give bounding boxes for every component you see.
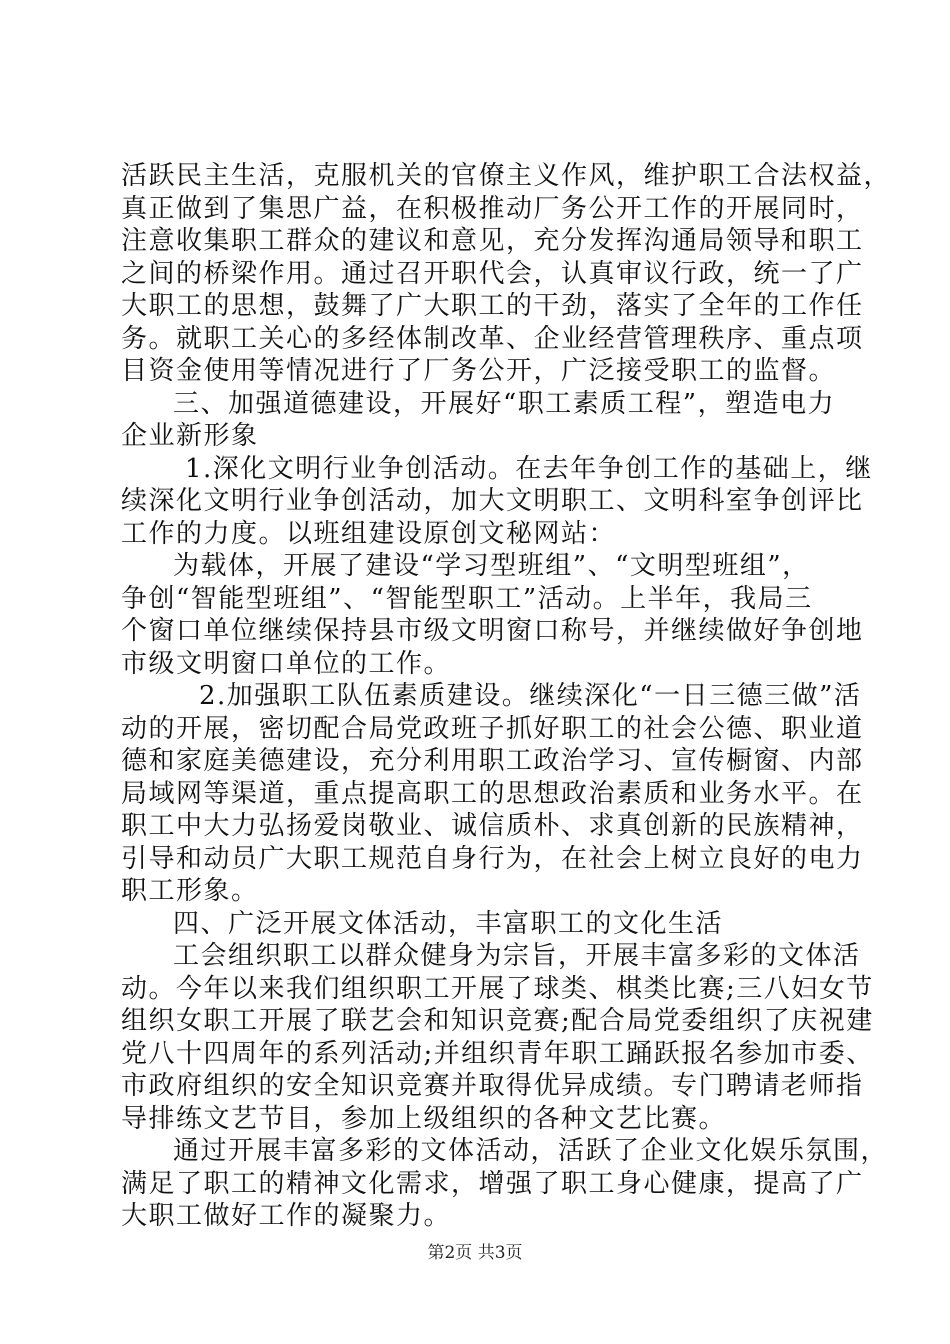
text-line: 个窗口单位继续保持县市级文明窗口称号，并继续做好争创地 xyxy=(121,616,864,646)
page-footer xyxy=(0,1238,950,1263)
text-line: 大职工的思想，鼓舞了广大职工的干劲，落实了全年的工作任 xyxy=(121,291,864,321)
text-line: 局域网等渠道，重点提高职工的思想政治素质和业务水平。在 xyxy=(121,778,864,809)
text-line: 导排练文艺节目，参加上级组织的各种文艺比赛。 xyxy=(121,1103,727,1134)
text-line: 工作的力度。以班组建设原创文秘网站： xyxy=(121,518,617,549)
section-heading-cont: 企业新形象 xyxy=(121,421,259,451)
text-line: 德和家庭美德建设，充分利用职工政治学习、宣传橱窗、内部 xyxy=(121,746,864,776)
text-line: 满足了职工的精神文化需求，增强了职工身心健康，提高了广 xyxy=(121,1168,864,1199)
text-line: 组织女职工开展了联艺会和知识竞赛;配合局党委组织了庆祝建 xyxy=(121,1006,874,1036)
text-line: 市政府组织的安全知识竞赛并取得优异成绩。专门聘请老师指 xyxy=(121,1071,864,1101)
numbered-item: 2.加强职工队伍素质建设。继续深化“一日三德三做”活 xyxy=(199,681,862,711)
text-line: 职工中大力弘扬爱岗敬业、诚信质朴、求真创新的民族精神， xyxy=(121,811,864,841)
text-line: 注意收集职工群众的建议和意见，充分发挥沟通局领导和职工 xyxy=(121,226,864,256)
text-line: 目资金使用等情况进行了厂务公开，广泛接受职工的监督。 xyxy=(121,356,837,386)
text-line: 引导和动员广大职工规范自身行为，在社会上树立良好的电力 xyxy=(121,843,864,874)
section-heading: 四、广泛开展文体活动，丰富职工的文化生活 xyxy=(173,908,724,939)
section-heading: 三、加强道德建设，开展好“职工素质工程”，塑造电力 xyxy=(173,388,836,419)
text-line: 务。就职工关心的多经体制改革、企业经营管理秩序、重点项 xyxy=(121,323,864,354)
text-line: 通过开展丰富多彩的文体活动，活跃了企业文化娱乐氛围， xyxy=(173,1136,889,1166)
text-line: 市级文明窗口单位的工作。 xyxy=(121,648,452,679)
text-line: 为载体，开展了建设“学习型班组”、“文明型班组”， xyxy=(173,551,810,581)
text-line: 动的开展，密切配合局党政班子抓好职工的社会公德、职业道 xyxy=(121,713,864,744)
text-line: 工会组织职工以群众健身为宗旨，开展丰富多彩的文体活 xyxy=(173,941,861,971)
text-line: 职工形象。 xyxy=(121,876,259,906)
text-line: 动。今年以来我们组织职工开展了球类、棋类比赛;三八妇女节 xyxy=(121,973,874,1004)
text-line: 党八十四周年的系列活动;并组织青年职工踊跃报名参加市委、 xyxy=(121,1038,874,1069)
page-number: 第2页 共3页 xyxy=(427,1243,523,1263)
numbered-item: 1.深化文明行业争创活动。在去年争创工作的基础上，继 xyxy=(185,453,873,484)
text-line: 续深化文明行业争创活动，加大文明职工、文明科室争创评比 xyxy=(121,486,864,516)
document-body xyxy=(121,160,892,1233)
text-line: 活跃民主生活，克服机关的官僚主义作风，维护职工合法权益， xyxy=(121,161,892,191)
text-line: 争创“智能型班组”、“智能型职工”活动。上半年，我局三 xyxy=(121,583,813,614)
text-line: 之间的桥梁作用。通过召开职代会，认真审议行政，统一了广 xyxy=(121,258,864,289)
text-line: 大职工做好工作的凝聚力。 xyxy=(121,1201,452,1231)
text-line: 真正做到了集思广益，在积极推动厂务公开工作的开展同时， xyxy=(121,193,864,224)
